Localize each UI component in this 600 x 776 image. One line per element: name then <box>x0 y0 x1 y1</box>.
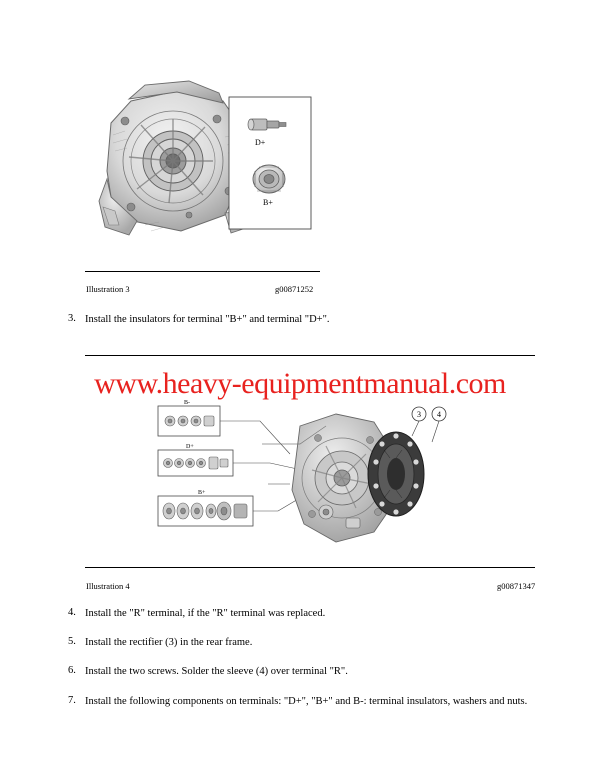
rectifier-drawing <box>150 392 450 562</box>
kit-box-b-plus <box>158 490 253 526</box>
illustration-4-image <box>150 392 450 562</box>
callout-3 <box>412 407 426 436</box>
callout-b-plus: B+ <box>263 198 273 207</box>
rectifier-part <box>368 432 424 516</box>
kit-box-d-plus <box>158 444 233 476</box>
step-3-text: Install the insulators for terminal "B+" and terminal "D+". <box>85 314 330 325</box>
illustration-4-caption-label: Illustration 4 <box>86 581 130 591</box>
insulator-inset <box>225 93 315 233</box>
caption-rule-4 <box>85 567 535 568</box>
kit-box-b-minus <box>158 400 220 436</box>
step-5-text: Install the rectifier (3) in the rear frame. <box>85 637 253 648</box>
step-4-number: 4. <box>68 607 76 618</box>
svg-text:3: 3 <box>417 410 421 419</box>
svg-text:B+: B+ <box>198 490 206 496</box>
step-7-text: Install the following components on terminals: "D+", "B+" and B-: terminal insulators, washers and nuts. <box>85 696 528 707</box>
svg-text:4: 4 <box>437 410 441 419</box>
step-6-text: Install the two screws. Solder the sleeve (4) over terminal "R". <box>85 666 348 677</box>
svg-text:D+: D+ <box>186 444 194 450</box>
watermark: www.heavy-equipmentmanual.com <box>94 367 506 400</box>
step-5-number: 5. <box>68 636 76 647</box>
step-4-text: Install the "R" terminal, if the "R" terminal was replaced. <box>85 608 326 619</box>
callout-d-plus: D+ <box>255 138 266 147</box>
illustration-4-caption-code: g00871347 <box>497 581 536 591</box>
illustration-3-caption-code: g00871252 <box>275 284 314 294</box>
step-3-number: 3. <box>68 313 76 324</box>
illustration-3-caption-label: Illustration 3 <box>86 284 130 294</box>
illustration-3-image <box>85 75 315 260</box>
svg-text:B-: B- <box>184 400 190 406</box>
step-7-number: 7. <box>68 695 76 706</box>
callout-4 <box>432 407 446 442</box>
caption-rule-3 <box>85 271 320 272</box>
figure-4-top-rule <box>85 355 535 356</box>
step-6-number: 6. <box>68 665 76 676</box>
